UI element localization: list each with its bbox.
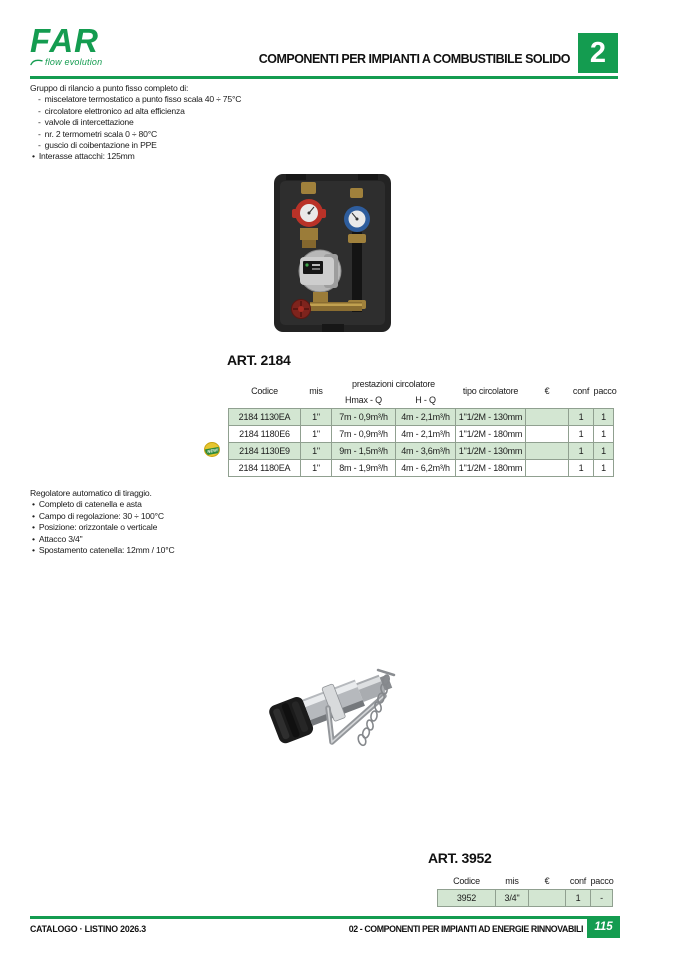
chapter-number-badge: 2	[578, 33, 618, 73]
col-header-h: H - Q	[415, 395, 436, 406]
table-cell: 1	[569, 459, 594, 476]
table-cell: 1	[566, 889, 591, 906]
blue-thermometer-icon	[344, 206, 370, 232]
art2184-table-body	[229, 408, 614, 476]
table-cell: 7m - 0,9m³/h	[332, 425, 396, 442]
section2-bullet-list	[30, 499, 340, 556]
col-header-euro: €	[544, 385, 550, 396]
table-row	[229, 425, 614, 442]
col-header-euro: €	[544, 876, 550, 887]
list-item: • Posizione: orizzontale o verticale	[30, 522, 340, 533]
col-header-tipo: tipo circolatore	[462, 385, 519, 396]
article-title-2184: ART. 2184	[227, 352, 291, 368]
table-cell	[526, 459, 569, 476]
table-cell: 1	[594, 425, 614, 442]
col-header-hmax: Hmax - Q	[345, 395, 382, 406]
table-cell: 2184 1130EA	[229, 408, 301, 425]
col-header-conf: conf	[572, 385, 590, 396]
col-header-mis: mis	[505, 876, 519, 887]
table-cell: 2184 1180E6	[229, 425, 301, 442]
col-header-conf: conf	[569, 876, 587, 887]
table-cell: 1	[569, 408, 594, 425]
list-item: - circolatore elettronico ad alta efficienza	[30, 106, 340, 117]
far-logo	[30, 22, 120, 67]
table-cell: 1"	[301, 459, 332, 476]
art3952-table-body	[438, 889, 613, 906]
table-cell: 1	[569, 425, 594, 442]
logo-tagline-text: flow evolution	[45, 57, 103, 67]
col-header-mis: mis	[309, 385, 323, 396]
list-item: - miscelatore termostatico a punto fisso scala 40 ÷ 75°C	[30, 94, 340, 105]
list-item: • Interasse attacchi: 125mm	[30, 151, 340, 162]
far-logo-text: FAR	[30, 22, 99, 59]
header-divider	[30, 76, 618, 79]
table-cell: 4m - 2,1m³/h	[396, 425, 456, 442]
list-item: • Completo di catenella e asta	[30, 499, 340, 510]
table-cell: 3952	[438, 889, 496, 906]
article-title-3952: ART. 3952	[428, 850, 492, 866]
table-cell	[526, 408, 569, 425]
table-cell: 1"	[301, 442, 332, 459]
new-badge-label: NEW!	[204, 446, 220, 455]
table-cell: 4m - 6,2m³/h	[396, 459, 456, 476]
regolatore-description	[30, 488, 340, 556]
col-header-pacco: pacco	[593, 385, 617, 396]
table-cell: 9m - 1,5m³/h	[332, 442, 396, 459]
table-cell: -	[591, 889, 613, 906]
list-item: - valvole di intercettazione	[30, 117, 340, 128]
col-header-codice: Codice	[251, 385, 278, 396]
table-cell: 1	[569, 442, 594, 459]
list-item: • Campo di regolazione: 30 ÷ 100°C	[30, 511, 340, 522]
table-cell: 1"1/2M - 180mm	[456, 425, 526, 442]
table-cell: 8m - 1,9m³/h	[332, 459, 396, 476]
circulator-pump-icon	[299, 250, 341, 292]
table-cell: 1	[594, 408, 614, 425]
table-cell: 1"1/2M - 180mm	[456, 459, 526, 476]
col-header-pacco: pacco	[590, 876, 614, 887]
red-valve-knob-icon	[292, 300, 311, 319]
draft-regulator-product-photo	[262, 632, 420, 758]
list-item: • Attacco 3/4"	[30, 534, 340, 545]
table-cell	[529, 889, 566, 906]
intro-heading: Gruppo di rilancio a punto fisso completo di:	[30, 83, 189, 93]
intro-dash-list	[30, 94, 340, 151]
new-product-badge	[204, 442, 220, 457]
table-cell: 1	[594, 442, 614, 459]
art3952-table	[437, 874, 613, 907]
footer-catalog-label: CATALOGO · LISTINO 2026.3	[30, 924, 146, 934]
intro-bullet-list	[30, 151, 340, 162]
footer-chapter-label: 02 - COMPONENTI PER IMPIANTI AD ENERGIE RINNOVABILI	[348, 924, 583, 934]
section2-heading: Regolatore automatico di tiraggio.	[30, 488, 152, 498]
table-cell: 2184 1130E9	[229, 442, 301, 459]
table-row	[229, 408, 614, 425]
table-cell: 1"1/2M - 130mm	[456, 442, 526, 459]
page-number-badge: 115	[587, 916, 620, 938]
footer-divider	[30, 916, 620, 919]
col-header-codice: Codice	[453, 876, 480, 887]
intro-description	[30, 83, 340, 163]
list-item: • Spostamento catenella: 12mm / 10°C	[30, 545, 340, 556]
table-cell: 1"	[301, 425, 332, 442]
table-cell: 1"	[301, 408, 332, 425]
table-cell: 4m - 3,6m³/h	[396, 442, 456, 459]
table-cell: 4m - 2,1m³/h	[396, 408, 456, 425]
table-cell: 1	[594, 459, 614, 476]
art2184-table	[228, 374, 617, 477]
table-cell: 7m - 0,9m³/h	[332, 408, 396, 425]
table-row	[229, 459, 614, 476]
pump-group-product-photo	[272, 172, 393, 334]
logo-swoosh-icon	[30, 58, 43, 66]
table-cell: 1"1/2M - 130mm	[456, 408, 526, 425]
col-header-prestazioni: prestazioni circolatore	[352, 378, 435, 389]
table-row	[438, 889, 613, 906]
art2184-table-header	[229, 374, 617, 408]
table-cell	[526, 442, 569, 459]
list-item: - nr. 2 termometri scala 0 ÷ 80°C	[30, 129, 340, 140]
table-cell: 2184 1180EA	[229, 459, 301, 476]
page-title: COMPONENTI PER IMPIANTI A COMBUSTIBILE SOLIDO	[258, 52, 570, 66]
list-item: - guscio di coibentazione in PPE	[30, 140, 340, 151]
art3952-table-header	[438, 874, 613, 889]
table-row	[229, 442, 614, 459]
table-cell: 3/4"	[496, 889, 529, 906]
table-cell	[526, 425, 569, 442]
